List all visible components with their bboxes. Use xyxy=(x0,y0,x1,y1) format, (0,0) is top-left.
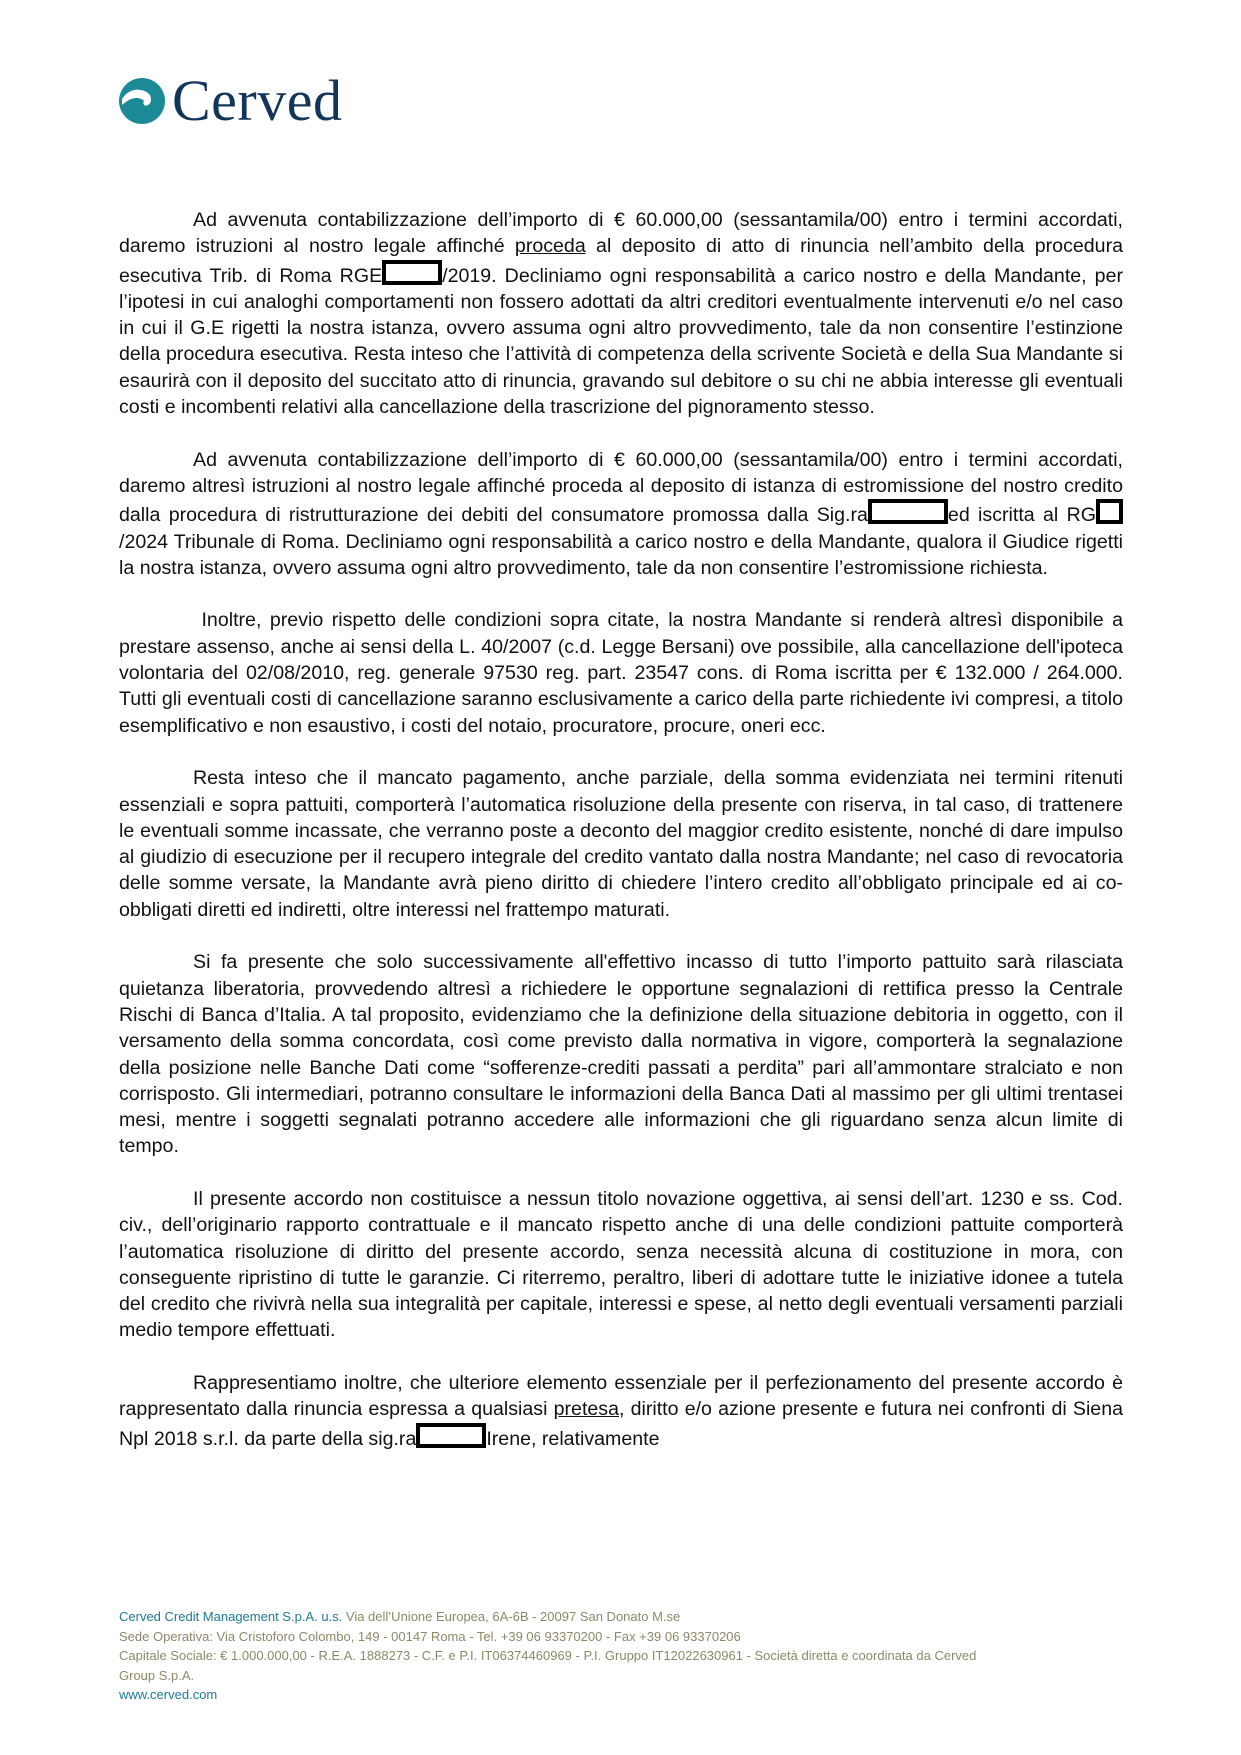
redaction-box xyxy=(382,260,442,285)
redaction-box xyxy=(868,499,948,524)
footer-line-1 xyxy=(119,1607,976,1627)
redaction-box xyxy=(1096,499,1123,524)
redaction-box xyxy=(416,1423,486,1448)
paragraph-rinuncia-procedura: Ad avvenuta contabilizzazione dell’importo di € 60.000,00 (sessantamila/00) entro i termini accordati, daremo istruzioni al nostro legale affinché proceda al deposito di atto di rinuncia nell’ambito della procedura esecutiva Trib. di Roma RGE /2019. Decliniamo ogni responsabilità a carico nostro e della Mandante, per l’ipotesi in cui analoghi comportamenti non fossero adottati da altri creditori eventualmente intervenuti e/o nel caso in cui il G.E rigetti la nostra istanza, ovvero assuma ogni altro provvedimento, tale da non consentire l’estinzione della procedura esecutiva. Resta inteso che l’attività di competenza della scrivente Società e della Sua Mandante si esaurirà con il deposito del succitato atto di rinuncia, gravando sul debitore o su chi ne abbia interesse gli eventuali costi e incombenti relativi alla cancellazione della trascrizione del pignoramento stesso. xyxy=(119,209,1123,419)
paragraph-rinuncia-pretesa: Rappresentiamo inoltre, che ulteriore elemento essenziale per il perfezionamento del presente accordo è rappresentato dalla rinuncia espressa a qualsiasi pretesa, diritto e/o azione presente e futura nei confronti di Siena Npl 2018 s.r.l. da parte della sig.ra Irene, relativamente xyxy=(119,1372,1123,1450)
paragraph-estromissione: Ad avvenuta contabilizzazione dell’importo di € 60.000,00 (sessantamila/00) entro i termini accordati, daremo altresì istruzioni al nostro legale affinché proceda al deposito di istanza di estromissione del nostro credito dalla procedura di ristrutturazione dei debiti del consumatore promossa dalla Sig.ra ed iscritta al RG/2024 Tribunale di Roma. Decliniamo ogni responsabilità a carico nostro e della Mandante, qualora il Giudice rigetti la nostra istanza, ovvero assuma ogni altro provvedimento, tale da non consentire l’estromissione richiesta. xyxy=(119,448,1123,579)
footer-line-4: Group S.p.A. xyxy=(119,1667,195,1683)
logo-wordmark: Cerved xyxy=(172,68,343,133)
footer-line-2: Sede Operativa: Via Cristoforo Colombo, 149 - 00147 Roma - Tel. +39 06 93370200 - Fax +39 06 93370206 xyxy=(119,1628,741,1644)
paragraph-quietanza: Si fa presente che solo successivamente all'effettivo incasso di tutto l’importo pattuito sarà rilasciata quietanza liberatoria, provvedendo altresì a richiedere le opportune segnalazioni di rettifica presso la Centrale Rischi di Banca d’Italia. A tal proposito, evidenziamo che la definizione della situazione debitoria in oggetto, con il versamento della somma concordata, così come previsto dalla normativa in vigore, comporterà la segnalazione della posizione nelle Banche Dati come “sofferenze-crediti passati a perdita” pari all’ammontare stralciato e non corrisposto. Gli intermediari, potranno consultare le informazioni della Banca Dati al massimo per gli ultimi trentasei mesi, mentre i soggetti segnalati potranno accedere alle informazioni che gli riguardano senza alcun limite di tempo. xyxy=(119,951,1123,1158)
footer-line-3: Capitale Sociale: € 1.000.000,00 - R.E.A. 1888273 - C.F. e P.I. IT06374460969 - P.I. Gruppo IT12022630961 - Società diretta e coordinata da Cerved xyxy=(119,1648,977,1663)
paragraph-novazione: Il presente accordo non costituisce a nessun titolo novazione oggettiva, ai sensi dell’art. 1230 e ss. Cod. civ., dell’originario rapporto contrattuale e il mancato rispetto anche di una delle condizioni pattuite comporterà l’automatica risoluzione di diritto del presente accordo, senza necessità alcuna di costituzione in mora, con conseguente ripristino di tutte le garanzie. Ci riterremo, peraltro, liberi di adottare tutte le iniziative idonee a tutela del credito che rivivrà nella sua integralità per capitale, interessi e spese, al netto degli eventuali versamenti parziali medio tempore effettuati. xyxy=(119,1187,1123,1342)
footer-website-link[interactable]: www.cerved.com xyxy=(119,1687,218,1702)
letter-body xyxy=(119,207,1123,1478)
cerved-swirl-icon xyxy=(118,77,166,125)
paragraph-cancellazione-ipoteca: Inoltre, previo rispetto delle condizioni sopra citate, la nostra Mandante si renderà altresì disponibile a prestare assenso, anche ai sensi della L. 40/2007 (c.d. Legge Bersani) ove possibile, alla cancellazione dell'ipoteca volontaria del 02/08/2010, reg. generale 97530 reg. part. 23547 cons. di Roma iscritta per € 132.000 / 264.000. Tutti gli eventuali costi di cancellazione saranno esclusivamente a carico della parte richiedente ivi compresi, a titolo esemplificativo e non esaustivo, i costi del notaio, procuratore, procure, oneri ecc. xyxy=(119,609,1123,737)
footer-address: Via dell’Unione Europea, 6A-6B - 20097 San Donato M.se xyxy=(342,1609,681,1624)
footer-company: Cerved Credit Management S.p.A. u.s. xyxy=(119,1609,343,1624)
cerved-logo xyxy=(118,68,343,133)
page-footer xyxy=(119,1607,976,1705)
paragraph-mancato-pagamento: Resta inteso che il mancato pagamento, anche parziale, della somma evidenziata nei termini ritenuti essenziali e sopra pattuiti, comporterà l’automatica risoluzione della presente con riserva, in tal caso, di trattenere le eventuali somme incassate, che verranno poste a deconto del maggior credito esistente, nonché di dare impulso al giudizio di esecuzione per il recupero integrale del credito vantato dalla nostra Mandante; nel caso di revocatoria delle somme versate, la Mandante avrà pieno diritto di chiedere l’intero credito all’obbligato principale ed ai co-obbligati diretti ed indiretti, oltre interessi nel frattempo maturati. xyxy=(119,767,1123,921)
